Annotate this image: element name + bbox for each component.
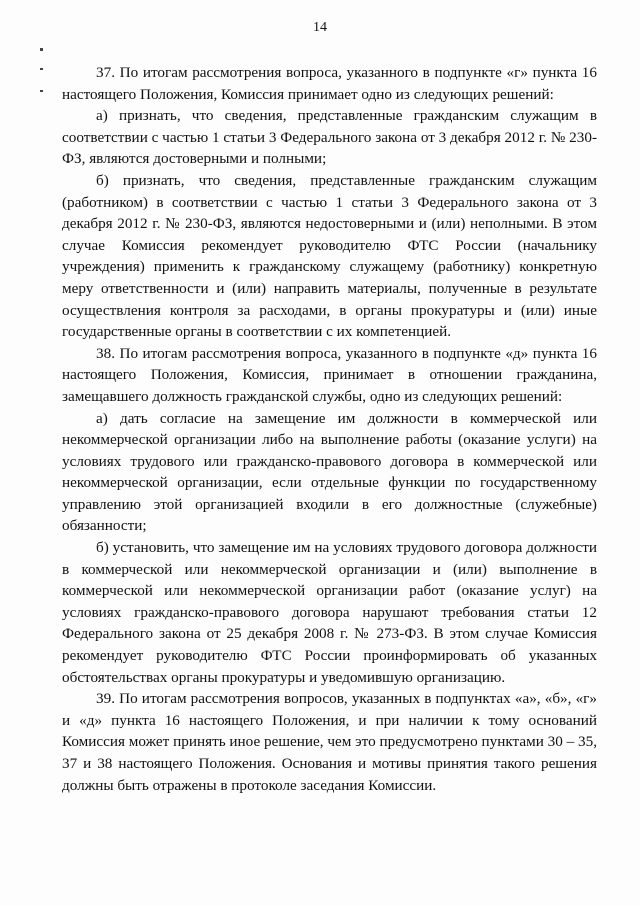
scan-artifact <box>40 90 43 92</box>
paragraph-38: 38. По итогам рассмотрения вопроса, указанного в подпункте «д» пункта 16 настоящего Положения, Комиссия, принимает в отношении гражданина, замещавшего должность гражданской службы, одно из следующих решений: <box>62 344 597 405</box>
paragraph-38-b: б) установить, что замещение им на условиях трудового договора должности в коммерческой или некоммерческой организации и (или) выполнение в коммерческой или некоммерческой организации работ (оказание услуг) на условиях гражданско-правового договора нарушают требования статьи 12 Федерального закона от 25 декабря 2008 г. № 273-ФЗ. В этом случае Комиссия рекомендует руководителю ФТС России проинформировать об указанных обстоятельствах органы прокуратуры и уведомившую организацию. <box>62 539 597 686</box>
document-body <box>62 62 597 796</box>
scan-artifact <box>40 68 43 70</box>
paragraph-38-a: а) дать согласие на замещение им должности в коммерческой или некоммерческой организации либо на выполнение работы (оказание услуги) на условиях трудового или гражданско-правового договора в коммерческой или некоммерческой организации, если отдельные функции по государственному управлению этой организацией входили в его должностные (служебные) обязанности; <box>62 409 597 535</box>
paragraph-37-b: б) признать, что сведения, представленные гражданским служащим (работником) в соответствии с частью 1 статьи 3 Федерального закона от 3 декабря 2012 г. № 230-ФЗ, являются недостоверными и (или) неполными. В этом случае Комиссия рекомендует руководителю ФТС России (начальнику учреждения) применить к гражданскому служащему (работнику) конкретную меру ответственности и (или) направить материалы, полученные в результате осуществления контроля за расходами, в органы прокуратуры и (или) иные государственные органы в соответствии с их компетенцией. <box>62 171 597 341</box>
paragraph-37: 37. По итогам рассмотрения вопроса, указанного в подпункте «г» пункта 16 настоящего Положения, Комиссия принимает одно из следующих решений: <box>62 64 597 103</box>
paragraph-37-a: а) признать, что сведения, представленные гражданским служащим в соответствии с частью 1 статьи 3 Федерального закона от 3 декабря 2012 г. № 230-ФЗ, являются достоверными и полными; <box>62 107 597 168</box>
page-number: 14 <box>313 20 327 35</box>
scan-artifact <box>40 48 43 51</box>
paragraph-39: 39. По итогам рассмотрения вопросов, указанных в подпунктах «а», «б», «г» и «д» пункта 16 настоящего Положения, и при наличии к тому оснований Комиссия может принять иное решение, чем это предусмотрено пунктами 30 – 35, 37 и 38 настоящего Положения. Основания и мотивы принятия такого решения должны быть отражены в протоколе заседания Комиссии. <box>62 690 597 794</box>
